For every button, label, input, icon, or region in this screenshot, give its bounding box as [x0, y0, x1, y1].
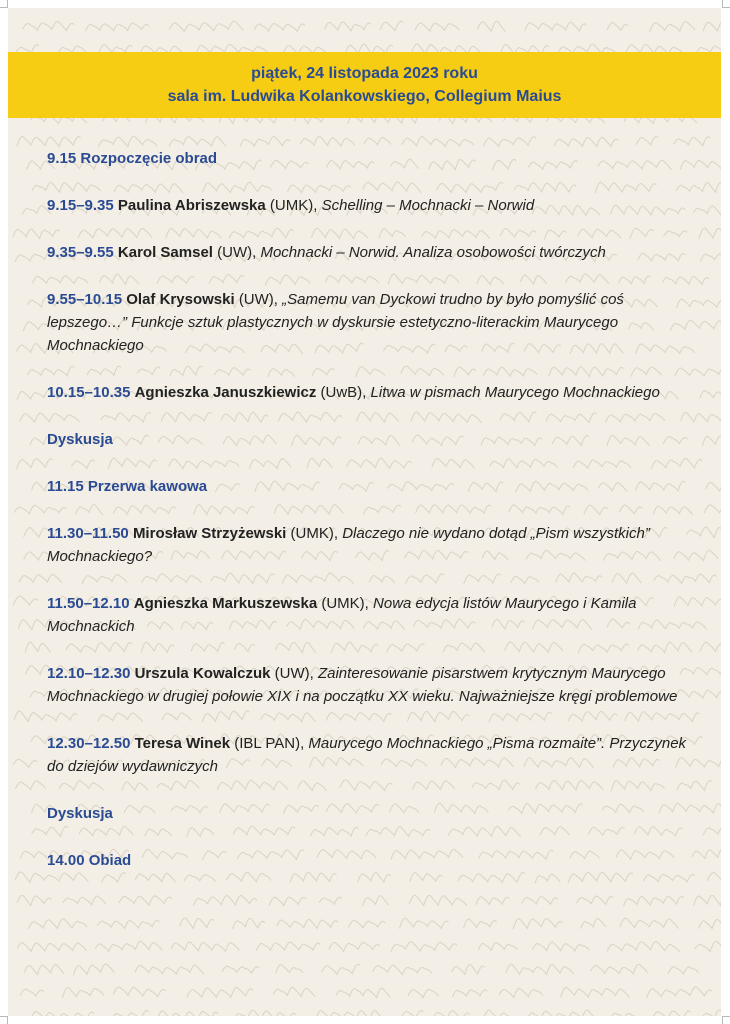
program-entry	[47, 662, 687, 708]
handwriting-stroke	[700, 642, 721, 651]
entry-time: 14.00	[47, 852, 85, 869]
handwriting-stroke	[180, 918, 214, 928]
handwriting-stroke	[380, 21, 403, 31]
handwriting-stroke	[233, 918, 265, 928]
handwriting-stroke	[391, 942, 457, 952]
handwriting-stroke	[409, 895, 466, 905]
handwriting-stroke	[135, 965, 204, 974]
handwriting-stroke	[607, 23, 627, 31]
handwriting-stroke	[702, 436, 721, 446]
handwriting-stroke	[624, 896, 684, 906]
handwriting-stroke	[432, 1011, 469, 1016]
handwriting-stroke	[476, 897, 509, 905]
handwriting-stroke	[31, 1011, 94, 1016]
program-entry	[47, 592, 687, 638]
handwriting-stroke	[513, 919, 562, 929]
handwriting-stroke	[695, 941, 721, 951]
handwriting-stroke	[668, 967, 698, 974]
handwriting-stroke	[319, 897, 341, 904]
handwriting-stroke	[240, 137, 289, 146]
crop-mark-bottom-right	[722, 1016, 730, 1024]
handwriting-stroke	[577, 896, 613, 904]
handwriting-stroke	[650, 21, 695, 31]
entry-title: Maurycego Mochnackiego „Pisma rozmaite”. Przyczynek do dziejów wydawniczych	[47, 735, 687, 775]
handwriting-stroke	[63, 987, 104, 997]
entry-title: Zainteresowanie pisarstwem krytycznym Maurycego Mochnackiego w drugiej połowie XIX i na początku XX wieku. Najważniejsze kręgi problemowe	[47, 665, 678, 705]
program-entry	[47, 147, 687, 170]
handwriting-stroke	[13, 759, 37, 767]
handwriting-stroke	[171, 942, 239, 951]
handwriting-stroke	[194, 895, 257, 905]
handwriting-stroke	[95, 941, 162, 951]
entry-title: Litwa w pismach Maurycego Mochnackiego	[370, 384, 660, 401]
entry-speaker: Karol Samsel	[117, 244, 213, 261]
handwriting-stroke	[452, 965, 484, 975]
program-list	[47, 147, 687, 896]
entry-label: Dyskusja	[47, 805, 113, 822]
entry-title: Dlaczego nie wydano dotąd „Pism wszystkich” Mochnackiego?	[47, 525, 650, 565]
handwriting-stroke	[637, 137, 658, 145]
crop-mark-top-left	[0, 0, 8, 8]
handwriting-stroke	[687, 527, 721, 538]
program-entry	[47, 802, 687, 825]
handwriting-stroke	[647, 987, 712, 998]
handwriting-stroke	[17, 943, 86, 952]
handwriting-stroke	[478, 942, 517, 950]
handwriting-stroke	[23, 21, 74, 30]
session-venue: sala im. Ludwika Kolankowskiego, Collegium Maius	[167, 88, 562, 105]
handwriting-stroke	[506, 964, 573, 974]
entry-label: Rozpoczęcie obrad	[80, 150, 218, 167]
handwriting-stroke	[707, 873, 721, 882]
handwriting-stroke	[706, 482, 721, 491]
handwriting-stroke	[694, 895, 721, 905]
handwriting-stroke	[63, 896, 106, 905]
entry-speaker: Paulina Abriszewska	[117, 197, 266, 214]
entry-time: 12.10–12.30	[47, 665, 131, 682]
handwriting-stroke	[277, 919, 338, 928]
entry-speaker: Teresa Winek	[134, 735, 231, 752]
entry-label: Przerwa kawowa	[87, 478, 208, 495]
entry-affiliation: (UW),	[238, 291, 278, 308]
program-entry	[47, 849, 687, 872]
handwriting-stroke	[29, 919, 87, 929]
handwriting-stroke	[499, 988, 543, 997]
handwriting-stroke	[98, 920, 160, 928]
entry-time: 9.15–9.35	[47, 197, 114, 214]
entry-title: Nowa edycja listów Maurycego i Kamila Mochnackich	[47, 595, 637, 635]
handwriting-stroke	[620, 918, 678, 928]
handwriting-stroke	[611, 1013, 638, 1016]
session-date: piątek, 24 listopada 2023 roku	[251, 65, 478, 82]
entry-affiliation: (UMK),	[290, 525, 339, 542]
handwriting-stroke	[269, 897, 305, 905]
entry-time: 11.15	[47, 478, 84, 495]
entry-speaker: Olaf Krysowski	[126, 291, 235, 308]
handwriting-stroke	[222, 966, 259, 973]
handwriting-stroke	[478, 21, 505, 31]
handwriting-stroke	[329, 942, 380, 951]
handwriting-stroke	[256, 942, 320, 951]
handwriting-stroke	[363, 896, 389, 906]
crop-mark-bottom-left	[0, 1016, 8, 1024]
program-entry	[47, 288, 687, 357]
program-entry	[47, 428, 687, 451]
program-entry	[47, 241, 687, 264]
entry-label: Dyskusja	[47, 431, 113, 448]
entry-time: 12.30–12.50	[47, 735, 131, 752]
handwriting-stroke	[415, 23, 459, 31]
handwriting-stroke	[402, 137, 474, 147]
entry-time: 10.15–10.35	[47, 384, 131, 401]
handwriting-stroke	[561, 987, 630, 997]
handwriting-stroke	[325, 22, 371, 31]
entry-time: 9.35–9.55	[47, 244, 114, 261]
entry-affiliation: (UMK),	[321, 595, 369, 612]
handwriting-stroke	[111, 1010, 148, 1016]
handwriting-stroke	[17, 136, 80, 146]
handwriting-stroke	[533, 942, 589, 951]
handwriting-stroke	[254, 23, 304, 31]
entry-title: „Samemu van Dyckowi trudno by było pomyślić coś lepszego…” Funkcje sztuk plastycznych w dyskursie estetyczno-literackim Maurycego Mochnackiego	[47, 291, 624, 354]
entry-time: 11.50–12.10	[47, 595, 130, 612]
handwriting-stroke	[322, 964, 360, 974]
handwriting-stroke	[119, 896, 172, 905]
handwriting-stroke	[484, 137, 536, 147]
handwriting-stroke	[652, 1011, 690, 1016]
handwriting-stroke	[581, 918, 606, 928]
entry-affiliation: (UW),	[217, 244, 257, 261]
handwriting-stroke	[702, 1010, 722, 1016]
entry-speaker: Urszula Kowalczuk	[134, 665, 271, 682]
handwriting-stroke	[25, 964, 64, 974]
handwriting-stroke	[169, 137, 226, 147]
handwriting-stroke	[700, 390, 721, 399]
handwriting-stroke	[703, 22, 721, 31]
program-entry	[47, 522, 687, 568]
handwriting-stroke	[336, 988, 390, 997]
program-entry	[47, 475, 687, 498]
handwriting-stroke	[113, 987, 165, 997]
entry-time: 11.30–11.50	[47, 525, 129, 542]
handwriting-stroke	[607, 942, 679, 952]
handwriting-stroke	[408, 989, 438, 997]
handwriting-stroke	[86, 23, 149, 31]
program-entry	[47, 381, 687, 404]
handwriting-stroke	[704, 505, 721, 514]
entry-speaker: Mirosław Strzyżewski	[132, 525, 287, 542]
entry-affiliation: (UW),	[274, 665, 314, 682]
entry-label: Obiad	[88, 852, 132, 869]
header-banner	[8, 52, 721, 118]
handwriting-stroke	[364, 137, 391, 144]
entry-title: Mochnacki – Norwid. Analiza osobowości twórczych	[260, 244, 606, 261]
entry-title: Schelling – Mochnacki – Norwid	[321, 197, 535, 214]
entry-speaker: Agnieszka Markuszewska	[133, 595, 318, 612]
program-entry	[47, 194, 687, 217]
handwriting-stroke	[13, 596, 37, 605]
handwriting-stroke	[373, 965, 432, 974]
entry-speaker: Agnieszka Januszkiewicz	[134, 384, 317, 401]
handwriting-stroke	[157, 1011, 217, 1016]
handwriting-stroke	[700, 251, 721, 261]
handwriting-stroke	[525, 22, 586, 31]
crop-mark-top-right	[722, 0, 730, 8]
handwriting-stroke	[349, 920, 385, 928]
handwriting-stroke	[591, 964, 648, 974]
program-entry	[47, 732, 687, 778]
handwriting-stroke	[527, 1010, 596, 1016]
handwriting-stroke	[554, 137, 618, 146]
handwriting-stroke	[274, 987, 315, 996]
entry-affiliation: (IBL PAN),	[234, 735, 305, 752]
entry-time: 9.15	[47, 150, 77, 167]
handwriting-stroke	[464, 919, 497, 928]
program-page	[8, 8, 721, 1016]
handwriting-stroke	[692, 849, 721, 859]
entry-time: 9.55–10.15	[47, 291, 123, 308]
handwriting-stroke	[187, 987, 253, 997]
handwriting-stroke	[16, 781, 46, 790]
handwriting-stroke	[694, 206, 722, 216]
handwriting-stroke	[17, 895, 51, 905]
handwriting-stroke	[674, 137, 710, 146]
handwriting-stroke	[301, 136, 355, 146]
handwriting-stroke	[522, 896, 558, 904]
handwriting-stroke	[401, 1011, 423, 1016]
handwriting-stroke	[699, 228, 721, 239]
handwriting-stroke	[234, 1010, 296, 1016]
handwriting-stroke	[170, 21, 243, 31]
handwriting-stroke	[703, 827, 721, 835]
entry-affiliation: (UMK),	[269, 197, 318, 214]
handwriting-stroke	[483, 1010, 513, 1016]
handwriting-stroke	[276, 965, 303, 973]
handwriting-stroke	[316, 1011, 383, 1016]
handwriting-stroke	[453, 990, 487, 997]
handwriting-stroke	[699, 920, 721, 929]
handwriting-stroke	[400, 918, 449, 928]
handwriting-stroke	[20, 989, 43, 996]
handwriting-stroke	[98, 136, 157, 147]
handwriting-stroke	[74, 964, 115, 975]
entry-affiliation: (UwB),	[320, 384, 367, 401]
